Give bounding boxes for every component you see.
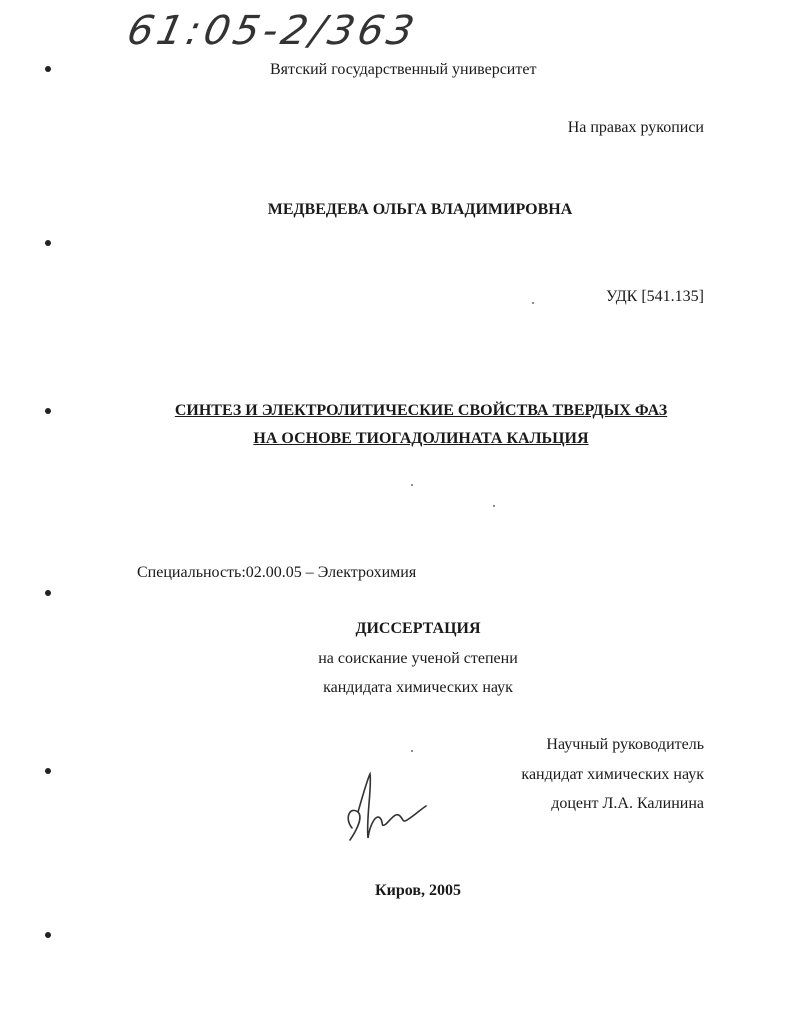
specialty: Специальность:02.00.05 – Электрохимия: [137, 564, 417, 581]
supervisor-line-2: кандидат химических наук: [521, 766, 704, 783]
thesis-title: [0, 397, 793, 453]
archive-number: 61:05-2/363: [123, 8, 422, 54]
supervisor-line-3: доцент Л.А. Калинина: [551, 795, 704, 812]
binding-hole-mark: [45, 932, 51, 938]
scan-speck: [411, 484, 413, 486]
thesis-title-line-2: НА ОСНОВЕ ТИОГАДОЛИНАТА КАЛЬЦИЯ: [253, 430, 589, 447]
binding-hole-mark: [45, 590, 51, 596]
scan-speck: [493, 505, 495, 507]
binding-hole-mark: [45, 408, 51, 414]
signature: [340, 768, 430, 848]
degree-line-2: кандидата химических наук: [323, 679, 513, 696]
city-year: Киров, 2005: [375, 882, 461, 899]
rights-note: На правах рукописи: [567, 119, 704, 136]
udk-code: УДК [541.135]: [606, 288, 704, 305]
scan-speck: [532, 302, 534, 304]
thesis-title-line-1: СИНТЕЗ И ЭЛЕКТРОЛИТИЧЕСКИЕ СВОЙСТВА ТВЕРДЫХ ФАЗ: [174, 402, 668, 419]
binding-hole-mark: [45, 66, 51, 72]
binding-hole-mark: [45, 240, 51, 246]
degree-line-1: на соискание ученой степени: [318, 650, 518, 667]
university-name: Вятский государственный университет: [270, 61, 537, 78]
author-name: МЕДВЕДЕВА ОЛЬГА ВЛАДИМИРОВНА: [267, 201, 573, 218]
supervisor-line-1: Научный руководитель: [546, 736, 704, 753]
binding-hole-mark: [45, 768, 51, 774]
dissertation-heading: ДИССЕРТАЦИЯ: [355, 620, 481, 637]
scan-speck: [411, 750, 413, 752]
